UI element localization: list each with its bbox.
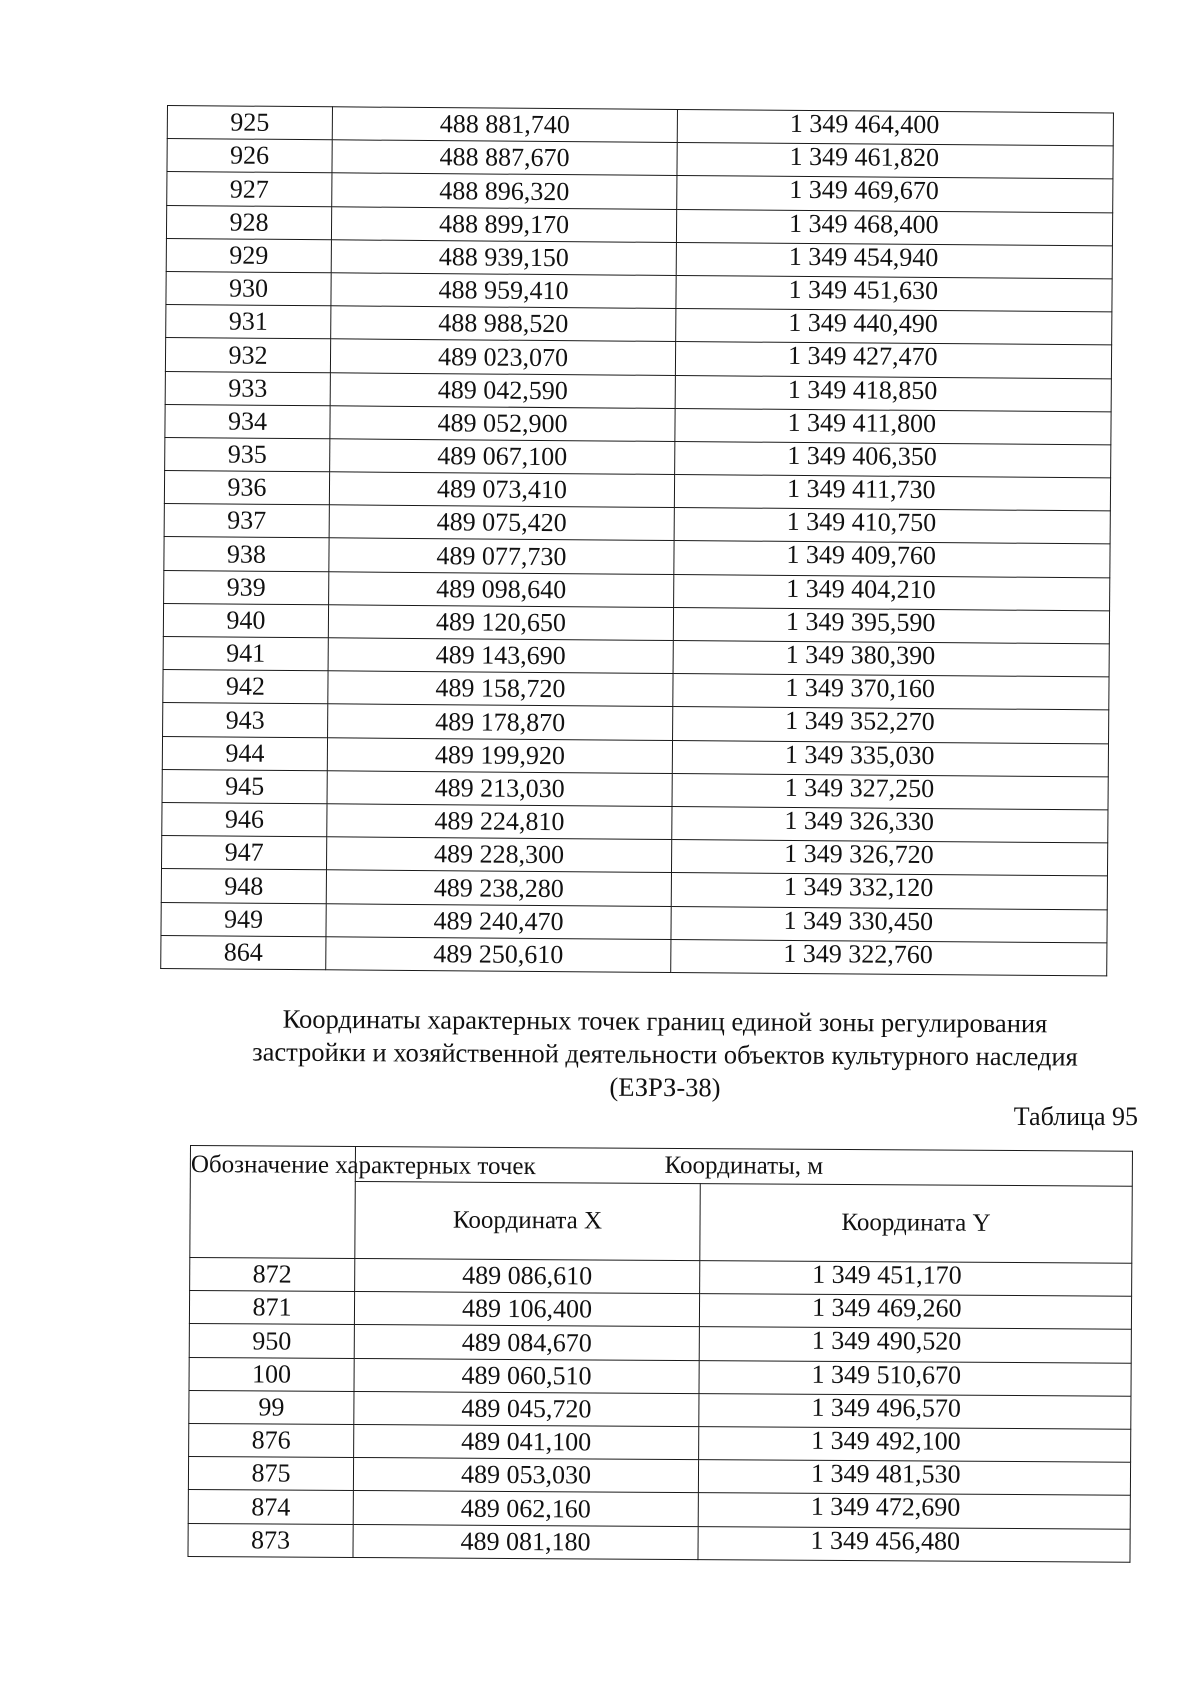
header-coordinate-y: Координата Y — [700, 1184, 1132, 1264]
coordinate-x-cell: 488 988,520 — [331, 306, 676, 342]
coordinate-y-cell: 1 349 330,450 — [671, 906, 1107, 943]
coordinate-x-cell: 489 240,470 — [326, 903, 671, 939]
coordinate-x-cell: 489 106,400 — [354, 1292, 699, 1327]
coordinate-y-cell: 1 349 461,820 — [677, 143, 1113, 180]
point-number-cell: 939 — [164, 570, 329, 604]
coordinate-y-cell: 1 349 406,350 — [675, 441, 1111, 478]
table-caption-line-2: застройки и хозяйственной деятельности объектов культурного наследия — [252, 1036, 1078, 1072]
table-caption-line-1: Координаты характерных точек границ единой зоны регулирования — [282, 1003, 1048, 1039]
coordinate-y-cell: 1 349 451,170 — [700, 1261, 1132, 1297]
point-number-cell: 930 — [166, 271, 331, 305]
coordinates-table-body — [161, 106, 1114, 976]
coordinate-y-cell: 1 349 451,630 — [676, 275, 1112, 312]
coordinate-x-cell: 489 143,690 — [328, 638, 673, 674]
coordinate-x-cell: 489 023,070 — [330, 339, 675, 375]
coordinate-x-cell: 488 896,320 — [332, 173, 677, 209]
coordinate-x-cell: 489 158,720 — [328, 671, 673, 707]
coordinate-x-cell: 488 899,170 — [331, 206, 676, 242]
coordinate-y-cell: 1 349 454,940 — [676, 242, 1112, 279]
coordinate-x-cell: 488 959,410 — [331, 273, 676, 309]
table-caption-line-3: (ЕЗРЗ-38) — [609, 1071, 721, 1103]
coordinates-table-ezrz-38 — [187, 1145, 1133, 1562]
point-number-cell: 943 — [163, 703, 328, 737]
coordinates-table-continued — [160, 105, 1114, 976]
table-number: Таблица 95 — [1013, 1102, 1138, 1131]
coordinate-y-cell: 1 349 322,760 — [671, 939, 1107, 976]
coordinate-y-cell: 1 349 409,760 — [674, 541, 1110, 578]
coordinate-x-cell: 489 084,670 — [354, 1325, 699, 1360]
coordinate-x-cell: 489 067,100 — [330, 439, 675, 475]
point-number-cell: 946 — [162, 802, 327, 836]
coordinate-y-cell: 1 349 326,720 — [671, 840, 1107, 877]
point-number-cell: 873 — [188, 1523, 353, 1557]
coordinate-x-cell: 489 238,280 — [326, 870, 671, 906]
coordinate-y-cell: 1 349 456,480 — [698, 1526, 1130, 1562]
point-number-cell: 927 — [167, 172, 332, 206]
coordinate-y-cell: 1 349 411,730 — [674, 475, 1110, 512]
point-number-cell: 938 — [164, 537, 329, 571]
point-number-cell: 944 — [162, 736, 327, 770]
coordinate-x-cell: 488 887,670 — [332, 140, 677, 176]
point-number-cell: 940 — [163, 603, 328, 637]
point-number-cell: 949 — [161, 902, 326, 936]
point-number-cell: 948 — [161, 869, 326, 903]
point-number-cell: 934 — [165, 404, 330, 438]
table-row — [188, 1523, 1130, 1562]
coordinate-x-cell: 489 224,810 — [327, 804, 672, 840]
coordinate-x-cell: 489 086,610 — [355, 1259, 700, 1294]
coordinate-y-cell: 1 349 418,850 — [675, 375, 1111, 412]
coordinate-x-cell: 489 075,420 — [329, 505, 674, 541]
coordinate-x-cell: 489 199,920 — [327, 737, 672, 773]
coordinate-x-cell: 489 098,640 — [329, 571, 674, 607]
coordinate-x-cell: 489 178,870 — [328, 704, 673, 740]
coordinate-x-cell: 489 062,160 — [353, 1491, 698, 1526]
coordinate-x-cell: 488 939,150 — [331, 240, 676, 276]
point-number-cell: 875 — [188, 1457, 353, 1491]
point-number-cell: 874 — [188, 1490, 353, 1524]
coordinate-y-cell: 1 349 327,250 — [672, 773, 1108, 810]
coordinate-y-cell: 1 349 410,750 — [674, 508, 1110, 545]
coordinate-y-cell: 1 349 492,100 — [699, 1427, 1131, 1463]
coordinate-x-cell: 489 052,900 — [330, 405, 675, 441]
coordinate-y-cell: 1 349 472,690 — [698, 1493, 1130, 1529]
coordinate-x-cell: 489 213,030 — [327, 771, 672, 807]
point-number-cell: 99 — [189, 1390, 354, 1424]
coordinate-y-cell: 1 349 469,260 — [699, 1294, 1131, 1330]
header-point-designation: Обозначение характерных точек — [190, 1146, 356, 1259]
point-number-cell: 929 — [166, 238, 331, 272]
coordinate-x-cell: 489 228,300 — [326, 837, 671, 873]
coordinate-x-cell: 489 073,410 — [329, 472, 674, 508]
coordinate-x-cell: 489 041,100 — [354, 1424, 699, 1459]
coordinate-y-cell: 1 349 427,470 — [675, 342, 1111, 379]
table-header — [190, 1146, 1133, 1264]
coordinate-y-cell: 1 349 380,390 — [673, 640, 1109, 677]
point-number-cell: 100 — [189, 1357, 354, 1391]
header-coordinate-x: Координата X — [355, 1181, 700, 1260]
point-number-cell: 876 — [189, 1423, 354, 1457]
coordinate-y-cell: 1 349 395,590 — [673, 607, 1109, 644]
coordinate-y-cell: 1 349 490,520 — [699, 1327, 1131, 1363]
point-number-cell: 947 — [162, 836, 327, 870]
point-number-cell: 928 — [166, 205, 331, 239]
point-number-cell: 872 — [190, 1258, 355, 1292]
point-number-cell: 931 — [166, 305, 331, 339]
coordinate-x-cell: 489 045,720 — [354, 1391, 699, 1426]
table-row — [161, 935, 1107, 976]
coordinate-y-cell: 1 349 481,530 — [698, 1460, 1130, 1496]
point-number-cell: 941 — [163, 636, 328, 670]
coordinate-y-cell: 1 349 411,800 — [675, 408, 1111, 445]
point-number-cell: 932 — [165, 338, 330, 372]
coordinate-x-cell: 489 081,180 — [353, 1524, 698, 1559]
coordinate-y-cell: 1 349 332,120 — [671, 873, 1107, 910]
point-number-cell: 942 — [163, 670, 328, 704]
point-number-cell: 864 — [161, 935, 326, 969]
coordinate-y-cell: 1 349 440,490 — [676, 309, 1112, 346]
coordinate-x-cell: 489 120,650 — [328, 605, 673, 641]
coordinate-y-cell: 1 349 335,030 — [672, 740, 1108, 777]
coordinate-y-cell: 1 349 352,270 — [673, 707, 1109, 744]
coordinate-x-cell: 489 077,730 — [329, 538, 674, 574]
point-number-cell: 937 — [164, 504, 329, 538]
point-number-cell: 950 — [189, 1324, 354, 1358]
point-number-cell: 935 — [165, 437, 330, 471]
point-number-cell: 945 — [162, 769, 327, 803]
coordinate-y-cell: 1 349 510,670 — [699, 1360, 1131, 1396]
coordinate-x-cell: 489 042,590 — [330, 372, 675, 408]
point-number-cell: 925 — [167, 106, 332, 140]
coordinates-table-body — [188, 1258, 1132, 1562]
coordinate-y-cell: 1 349 464,400 — [677, 110, 1113, 147]
header-coordinates-group: Координаты, м — [355, 1147, 1132, 1187]
point-number-cell: 933 — [165, 371, 330, 405]
coordinate-y-cell: 1 349 468,400 — [676, 209, 1112, 246]
point-number-cell: 936 — [164, 471, 329, 505]
point-number-cell: 926 — [167, 139, 332, 173]
coordinate-x-cell: 489 053,030 — [353, 1458, 698, 1493]
coordinate-x-cell: 489 060,510 — [354, 1358, 699, 1393]
coordinate-y-cell: 1 349 404,210 — [674, 574, 1110, 611]
coordinate-x-cell: 489 250,610 — [326, 936, 671, 972]
point-number-cell: 871 — [189, 1291, 354, 1325]
coordinate-y-cell: 1 349 370,160 — [673, 674, 1109, 711]
coordinate-y-cell: 1 349 326,330 — [672, 806, 1108, 843]
coordinate-y-cell: 1 349 469,670 — [677, 176, 1113, 213]
coordinate-y-cell: 1 349 496,570 — [699, 1393, 1131, 1429]
coordinate-x-cell: 488 881,740 — [332, 107, 677, 143]
